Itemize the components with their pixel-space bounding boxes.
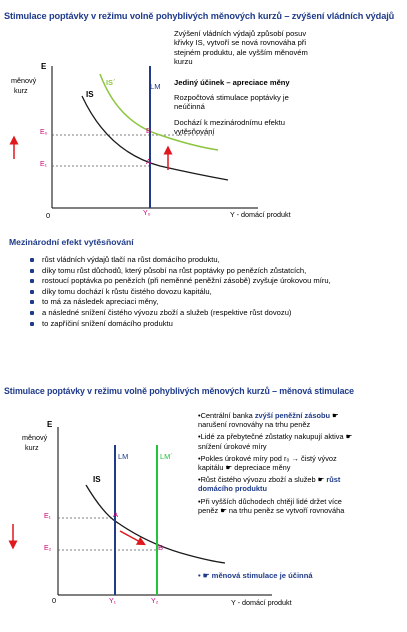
is-shifted-label: IS´ bbox=[106, 78, 116, 87]
diagram1-title: Stimulace poptávky v režimu volně pohyblivých měnových kurzů – zvýšení vládních výdajů bbox=[4, 11, 395, 21]
desc-ineffective: Rozpočtová stimulace poptávky je neúčinná bbox=[174, 93, 289, 112]
y-axis-label-1: měnový bbox=[22, 433, 48, 442]
list-item: růst vládních výdajů tlačí na růst domácího produktu, bbox=[30, 255, 400, 266]
origin-label: 0 bbox=[52, 596, 57, 605]
list-item: •Pokles úrokové míry pod r₀ → čistý vývoz kapitálu ☛ depreciace měny bbox=[198, 453, 337, 473]
point-b-label: B bbox=[158, 543, 164, 552]
list-item: •Růst čistého vývozu zboží a služeb ☛ růst domácího produktu bbox=[198, 475, 341, 494]
y2-label: Y₂ bbox=[151, 598, 159, 605]
list-item: •Centrální banka zvýší peněžní zásobu ☛ narušení rovnováhy na trhu peněz bbox=[198, 411, 339, 430]
y-axis-label-1: měnový bbox=[11, 76, 37, 85]
y0-label: Y₀ bbox=[143, 210, 151, 217]
is-label: IS bbox=[86, 90, 94, 99]
list-item: a následné snížení čistého vývozu zboží a služeb (respektive růst dovozu) bbox=[30, 308, 400, 319]
point-a-label: A bbox=[146, 157, 152, 166]
stimulus-steps bbox=[198, 411, 358, 518]
list-item: •Při vyšších důchodech chtějí lidé držet více peněz ☛ na trhu peněz se vytvoří rovnováha bbox=[198, 496, 345, 515]
point-a-label: A bbox=[113, 510, 119, 519]
effects-list bbox=[30, 255, 400, 329]
e2-label: E₂ bbox=[44, 545, 52, 552]
y-axis-letter: E bbox=[41, 62, 47, 71]
diagram2-title: Stimulace poptávky v režimu volně pohyblivých měnových kurzů – měnová stimulace bbox=[4, 386, 354, 396]
x-axis-label: Y - domácí produkt bbox=[231, 598, 292, 607]
desc-appreciation: Jediný účinek – apreciace měny bbox=[174, 78, 290, 87]
point-b-label: B bbox=[146, 126, 152, 135]
lm-label: LM bbox=[150, 82, 161, 91]
e0-label: E₀ bbox=[40, 129, 48, 136]
lm-shifted-label: LM´ bbox=[160, 452, 173, 461]
list-item: to zapříčiní snížení domácího produktu bbox=[30, 319, 400, 330]
x-axis-label: Y - domácí produkt bbox=[230, 210, 291, 219]
effects-heading: Mezinárodní efekt vytěsňování bbox=[9, 237, 134, 247]
list-item: rostoucí poptávka po penězích (při neměnné peněžní zásobě) zvyšuje úrokovou míru, bbox=[30, 276, 400, 287]
y1-label: Y₁ bbox=[109, 598, 117, 605]
equilibrium-move-arrow bbox=[120, 531, 142, 543]
list-item: •Lidé za přebytečné zůstatky nakupují aktiva ☛ snížení úrokové míry bbox=[198, 432, 353, 451]
list-item: díky tomu růst důchodů, který působí na růst poptávky po penězích zůstatcích, bbox=[30, 266, 400, 277]
y-axis-label-2: kurz bbox=[25, 443, 39, 452]
origin-label: 0 bbox=[46, 211, 51, 220]
is-label: IS bbox=[93, 475, 101, 484]
list-item: to má za následek apreciaci měny, bbox=[30, 297, 400, 308]
desc-shift: Zvýšení vládních výdajů způsobí posuv křivky IS, vytvoří se nová rovnováha při stejném produktu, ale vyšším měnovém kurzu bbox=[174, 29, 308, 67]
conclusion: • ☛ měnová stimulace je účinná bbox=[198, 571, 313, 580]
list-item: díky tomu dochází k růstu čistého dovozu kapitálu, bbox=[30, 287, 400, 298]
y-axis-label-2: kurz bbox=[14, 86, 28, 95]
y-axis-letter: E bbox=[47, 420, 53, 429]
e1-label: E₁ bbox=[44, 513, 52, 520]
e1-label: E₁ bbox=[40, 161, 48, 168]
desc-crowding-out: Dochází k mezinárodnímu efektu vytěsňování bbox=[174, 118, 286, 137]
lm-label: LM bbox=[118, 452, 129, 461]
